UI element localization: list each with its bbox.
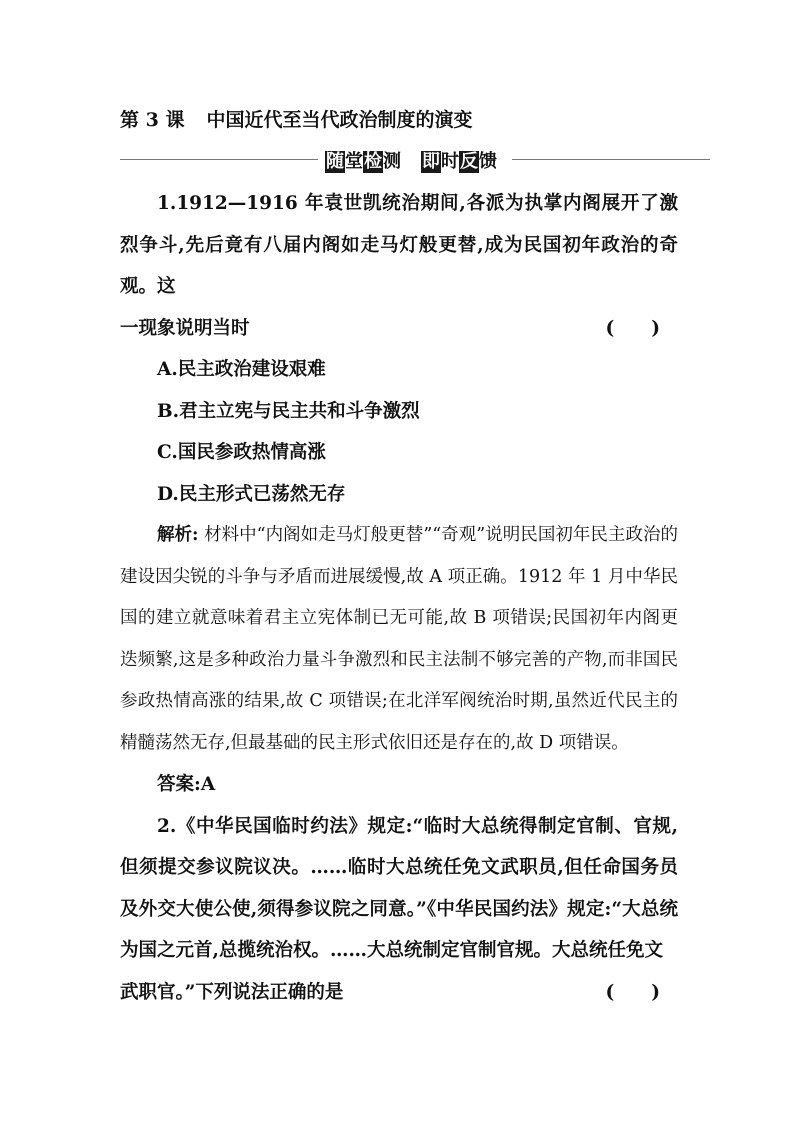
banner-char-highlight: 随 bbox=[326, 151, 344, 172]
question-content bbox=[120, 183, 678, 1013]
analysis-label: 解析: bbox=[157, 525, 199, 545]
question-2-stem-tail: 武职官。”下列说法正确的是 bbox=[120, 981, 344, 1003]
lesson-number: 第 3 课 bbox=[120, 109, 185, 131]
banner-char: 时 bbox=[441, 151, 459, 172]
banner-char-highlight: 检 bbox=[364, 151, 382, 172]
question-1-answer: 答案:A bbox=[157, 774, 216, 795]
lesson-title: 中国近代至当代政治制度的演变 bbox=[206, 109, 473, 131]
question-1-stem-tail: 一现象说明当时 bbox=[120, 317, 250, 339]
question-1-stem: 1.1912—1916 年袁世凯统治期间,各派为执掌内阁展开了激烈争斗,先后竟有八届内阁如走马灯般更替,成为民国初年政治的奇观。这 bbox=[120, 193, 678, 297]
question-2-stem-end bbox=[120, 972, 678, 1014]
question-2-answer-blank: ( ) bbox=[605, 981, 660, 1003]
analysis-text: 材料中“内阁如走马灯般更替”“奇观”说明民国初年民主政治的建设因尖锐的斗争与矛盾而进展缓慢,故 A 项正确。1912 年 1 月中华民国的建立就意味着君主立宪体制已无可能,故 B 项错误;民国初年内阁更迭频繁,这是多种政治力量斗争激烈和民主法制不够完善的产物,而非国民参政热情高涨的结果,故 C 项错误;在北洋军阀统治时期,虽然近代民主的精髓荡然无存,但最基础的民主形式依旧还是存在的,故 D 项错误。 bbox=[120, 525, 678, 753]
section-banner bbox=[120, 148, 710, 172]
banner-label bbox=[325, 148, 497, 172]
banner-char-highlight: 反 bbox=[460, 151, 478, 172]
question-2-stem: 2.《中华民国临时约法》规定:“临时大总统得制定官制、官规,但须提交参议院议决。……临时大总统任免文武职员,但任命国务员及外交大使公使,须得参议院之同意。”《中华民国约法》规定:“大总统为国之元首,总揽统治权。……大总统制定官制官规。大总统任免文 bbox=[120, 815, 678, 961]
question-1-stem-end bbox=[120, 308, 678, 350]
option-d: D.民主形式已荡然无存 bbox=[157, 483, 346, 505]
banner-rule-right bbox=[512, 159, 710, 160]
banner-char-highlight: 即 bbox=[422, 151, 440, 172]
option-a: A.民主政治建设艰难 bbox=[157, 359, 326, 380]
banner-rule-left bbox=[120, 159, 318, 160]
option-b: B.君主立宪与民主共和斗争激烈 bbox=[157, 400, 420, 422]
banner-word-feedback bbox=[421, 147, 497, 173]
question-1-answer-blank: ( ) bbox=[605, 317, 660, 339]
lesson-heading bbox=[120, 105, 472, 132]
question-1-analysis bbox=[120, 515, 678, 764]
banner-word-practice bbox=[325, 147, 401, 173]
banner-char: 测 bbox=[383, 151, 401, 172]
option-c: C.国民参政热情高涨 bbox=[157, 442, 326, 463]
banner-char: 堂 bbox=[345, 151, 363, 172]
banner-char: 馈 bbox=[479, 151, 497, 172]
